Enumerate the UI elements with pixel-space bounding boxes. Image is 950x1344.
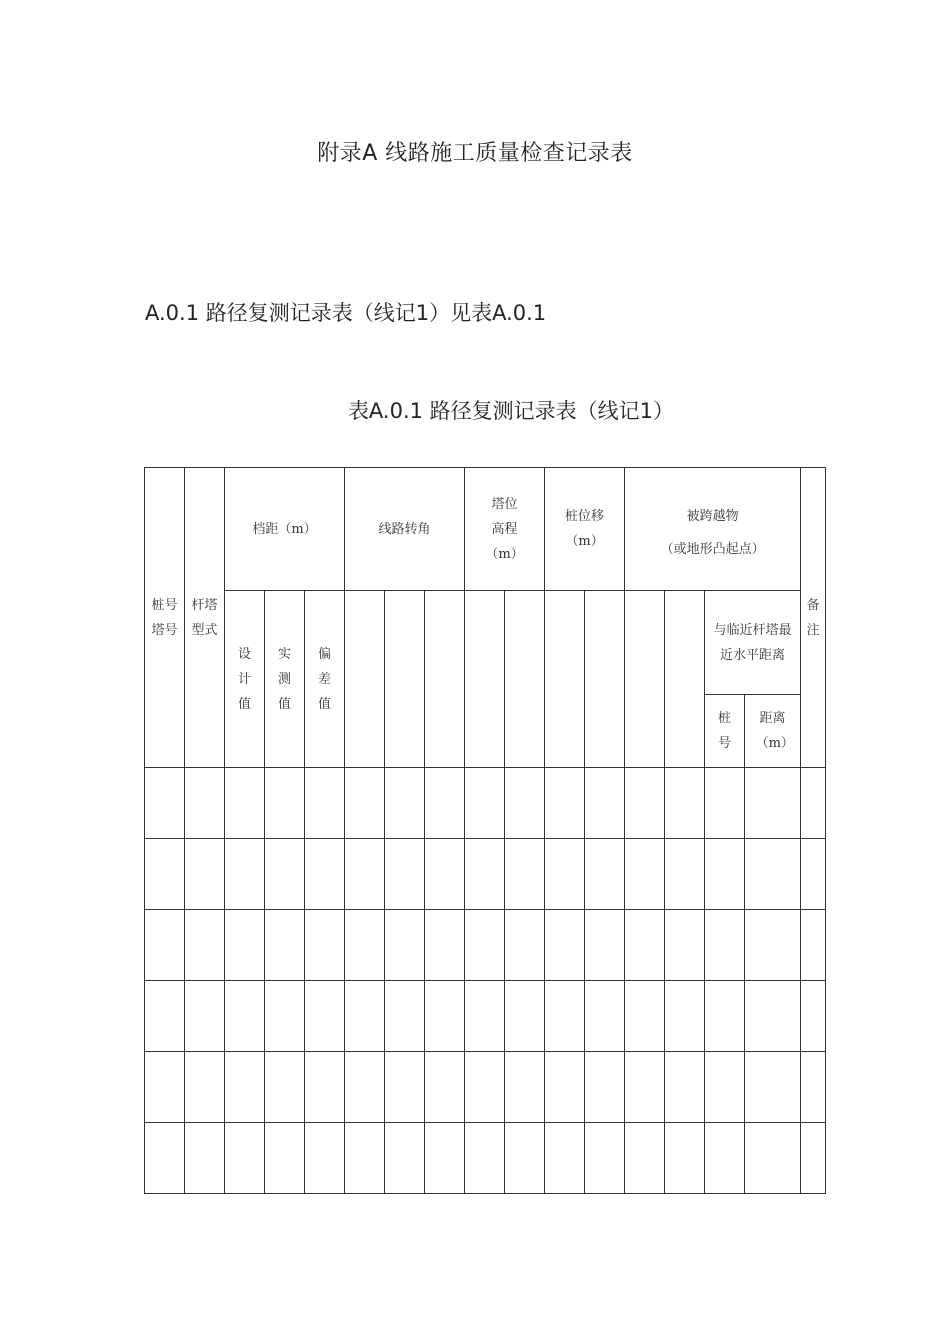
table-cell[interactable] <box>265 768 305 839</box>
table-cell[interactable] <box>345 910 385 981</box>
table-cell[interactable] <box>625 1123 665 1194</box>
table-cell[interactable] <box>145 1052 185 1123</box>
table-cell[interactable] <box>665 1123 705 1194</box>
table-cell[interactable] <box>465 1123 505 1194</box>
table-cell[interactable] <box>745 1052 801 1123</box>
table-cell[interactable] <box>145 910 185 981</box>
header-cell <box>345 591 385 768</box>
table-caption: 表A.0.1 路径复测记录表（线记1） <box>347 399 675 423</box>
header-nearest-distance-m: 距离（m） <box>745 695 801 768</box>
table-cell[interactable] <box>505 1123 545 1194</box>
table-cell[interactable] <box>705 768 745 839</box>
header-cell <box>585 591 625 768</box>
table-row <box>145 839 826 910</box>
table-cell[interactable] <box>505 768 545 839</box>
table-cell[interactable] <box>505 839 545 910</box>
header-span-measured: 实测值 <box>265 591 305 768</box>
table-cell[interactable] <box>745 910 801 981</box>
table-cell[interactable] <box>665 768 705 839</box>
table-cell[interactable] <box>425 910 465 981</box>
header-span-design: 设计值 <box>225 591 265 768</box>
table-row <box>145 768 826 839</box>
table-cell[interactable] <box>425 768 465 839</box>
table-cell[interactable] <box>625 839 665 910</box>
table-cell[interactable] <box>425 981 465 1052</box>
table-row <box>145 1123 826 1194</box>
table-cell[interactable] <box>545 1123 585 1194</box>
table-cell[interactable] <box>305 981 345 1052</box>
table-cell[interactable] <box>465 768 505 839</box>
table-row <box>145 1052 826 1123</box>
table-cell[interactable] <box>385 981 425 1052</box>
table-cell[interactable] <box>545 768 585 839</box>
table-cell[interactable] <box>225 910 265 981</box>
table-cell[interactable] <box>505 1052 545 1123</box>
table-cell[interactable] <box>345 981 385 1052</box>
table-cell[interactable] <box>465 910 505 981</box>
table-cell[interactable] <box>745 768 801 839</box>
table-cell[interactable] <box>225 981 265 1052</box>
table-cell[interactable] <box>185 1123 225 1194</box>
header-remarks: 备注 <box>801 468 826 768</box>
table-cell[interactable] <box>465 1052 505 1123</box>
table-cell[interactable] <box>145 1123 185 1194</box>
header-cell <box>665 591 705 768</box>
table-cell[interactable] <box>385 1123 425 1194</box>
table-cell[interactable] <box>705 910 745 981</box>
table-cell[interactable] <box>185 981 225 1052</box>
header-cell <box>505 591 545 768</box>
table-cell[interactable] <box>625 768 665 839</box>
table-cell[interactable] <box>585 839 625 910</box>
table-cell[interactable] <box>305 768 345 839</box>
header-cell <box>625 591 665 768</box>
header-cell <box>465 591 505 768</box>
table-cell[interactable] <box>801 1052 826 1123</box>
table-cell[interactable] <box>265 910 305 981</box>
table-cell[interactable] <box>665 839 705 910</box>
header-nearest-distance: 与临近杆塔最近水平距离 <box>705 591 801 695</box>
document-heading: 附录A 线路施工质量检查记录表 <box>317 141 633 166</box>
table-cell[interactable] <box>425 1123 465 1194</box>
table-cell[interactable] <box>545 839 585 910</box>
table-cell[interactable] <box>745 839 801 910</box>
table-cell[interactable] <box>705 981 745 1052</box>
header-span: 档距（m） <box>225 468 345 591</box>
table-row <box>145 981 826 1052</box>
table-cell[interactable] <box>185 1052 225 1123</box>
table-cell[interactable] <box>545 910 585 981</box>
table-cell[interactable] <box>585 910 625 981</box>
table-cell[interactable] <box>705 1123 745 1194</box>
header-cell <box>425 591 465 768</box>
table-cell[interactable] <box>305 1052 345 1123</box>
table-cell[interactable] <box>185 910 225 981</box>
header-nearest-station: 桩号 <box>705 695 745 768</box>
table-cell[interactable] <box>665 981 705 1052</box>
table-cell[interactable] <box>265 1123 305 1194</box>
table-cell[interactable] <box>665 910 705 981</box>
table-cell[interactable] <box>801 981 826 1052</box>
table-cell[interactable] <box>801 839 826 910</box>
table-cell[interactable] <box>145 768 185 839</box>
table-cell[interactable] <box>305 1123 345 1194</box>
table-cell[interactable] <box>801 1123 826 1194</box>
section-title: A.0.1 路径复测记录表（线记1）见表A.0.1 <box>145 301 547 325</box>
table-cell[interactable] <box>625 1052 665 1123</box>
table-cell[interactable] <box>705 1052 745 1123</box>
header-cell <box>385 591 425 768</box>
table-cell[interactable] <box>345 839 385 910</box>
table-cell[interactable] <box>225 1052 265 1123</box>
table-cell[interactable] <box>345 1123 385 1194</box>
table-cell[interactable] <box>225 1123 265 1194</box>
header-tower-type: 杆塔型式 <box>185 468 225 768</box>
header-tower-elevation: 塔位 高程 （m） <box>465 468 545 591</box>
table-cell[interactable] <box>801 768 826 839</box>
header-line-angle: 线路转角 <box>345 468 465 591</box>
table-cell[interactable] <box>185 839 225 910</box>
table-cell[interactable] <box>585 1123 625 1194</box>
table-cell[interactable] <box>225 768 265 839</box>
table-cell[interactable] <box>801 910 826 981</box>
table-cell[interactable] <box>625 981 665 1052</box>
header-crossed-object: 被跨越物 （或地形凸起点） <box>625 468 801 591</box>
table-cell[interactable] <box>465 839 505 910</box>
table-cell[interactable] <box>225 839 265 910</box>
table-cell[interactable] <box>505 981 545 1052</box>
header-cell <box>545 591 585 768</box>
table-row <box>145 910 826 981</box>
header-station-tower-no: 桩号塔号 <box>145 468 185 768</box>
table-cell[interactable] <box>145 839 185 910</box>
table-cell[interactable] <box>585 768 625 839</box>
table-cell[interactable] <box>345 1052 385 1123</box>
table-cell[interactable] <box>385 910 425 981</box>
header-span-deviation: 偏差值 <box>305 591 345 768</box>
table-cell[interactable] <box>665 1052 705 1123</box>
route-survey-record-table <box>144 467 826 1194</box>
table-body <box>145 768 826 1194</box>
table-cell[interactable] <box>425 1052 465 1123</box>
table-cell[interactable] <box>265 839 305 910</box>
table-cell[interactable] <box>705 839 745 910</box>
table-cell[interactable] <box>385 1052 425 1123</box>
table-cell[interactable] <box>145 981 185 1052</box>
table-cell[interactable] <box>625 910 665 981</box>
table-cell[interactable] <box>345 768 385 839</box>
header-stake-offset: 桩位移 （m） <box>545 468 625 591</box>
table-cell[interactable] <box>505 910 545 981</box>
table-cell[interactable] <box>385 768 425 839</box>
table-cell[interactable] <box>305 910 345 981</box>
table-cell[interactable] <box>745 981 801 1052</box>
table-cell[interactable] <box>585 981 625 1052</box>
table-cell[interactable] <box>545 981 585 1052</box>
table-cell[interactable] <box>385 839 425 910</box>
table-cell[interactable] <box>305 839 345 910</box>
table-cell[interactable] <box>745 1123 801 1194</box>
table-cell[interactable] <box>265 1052 305 1123</box>
table-cell[interactable] <box>585 1052 625 1123</box>
table-cell[interactable] <box>265 981 305 1052</box>
table-cell[interactable] <box>185 768 225 839</box>
table-cell[interactable] <box>545 1052 585 1123</box>
table-cell[interactable] <box>465 981 505 1052</box>
table-cell[interactable] <box>425 839 465 910</box>
